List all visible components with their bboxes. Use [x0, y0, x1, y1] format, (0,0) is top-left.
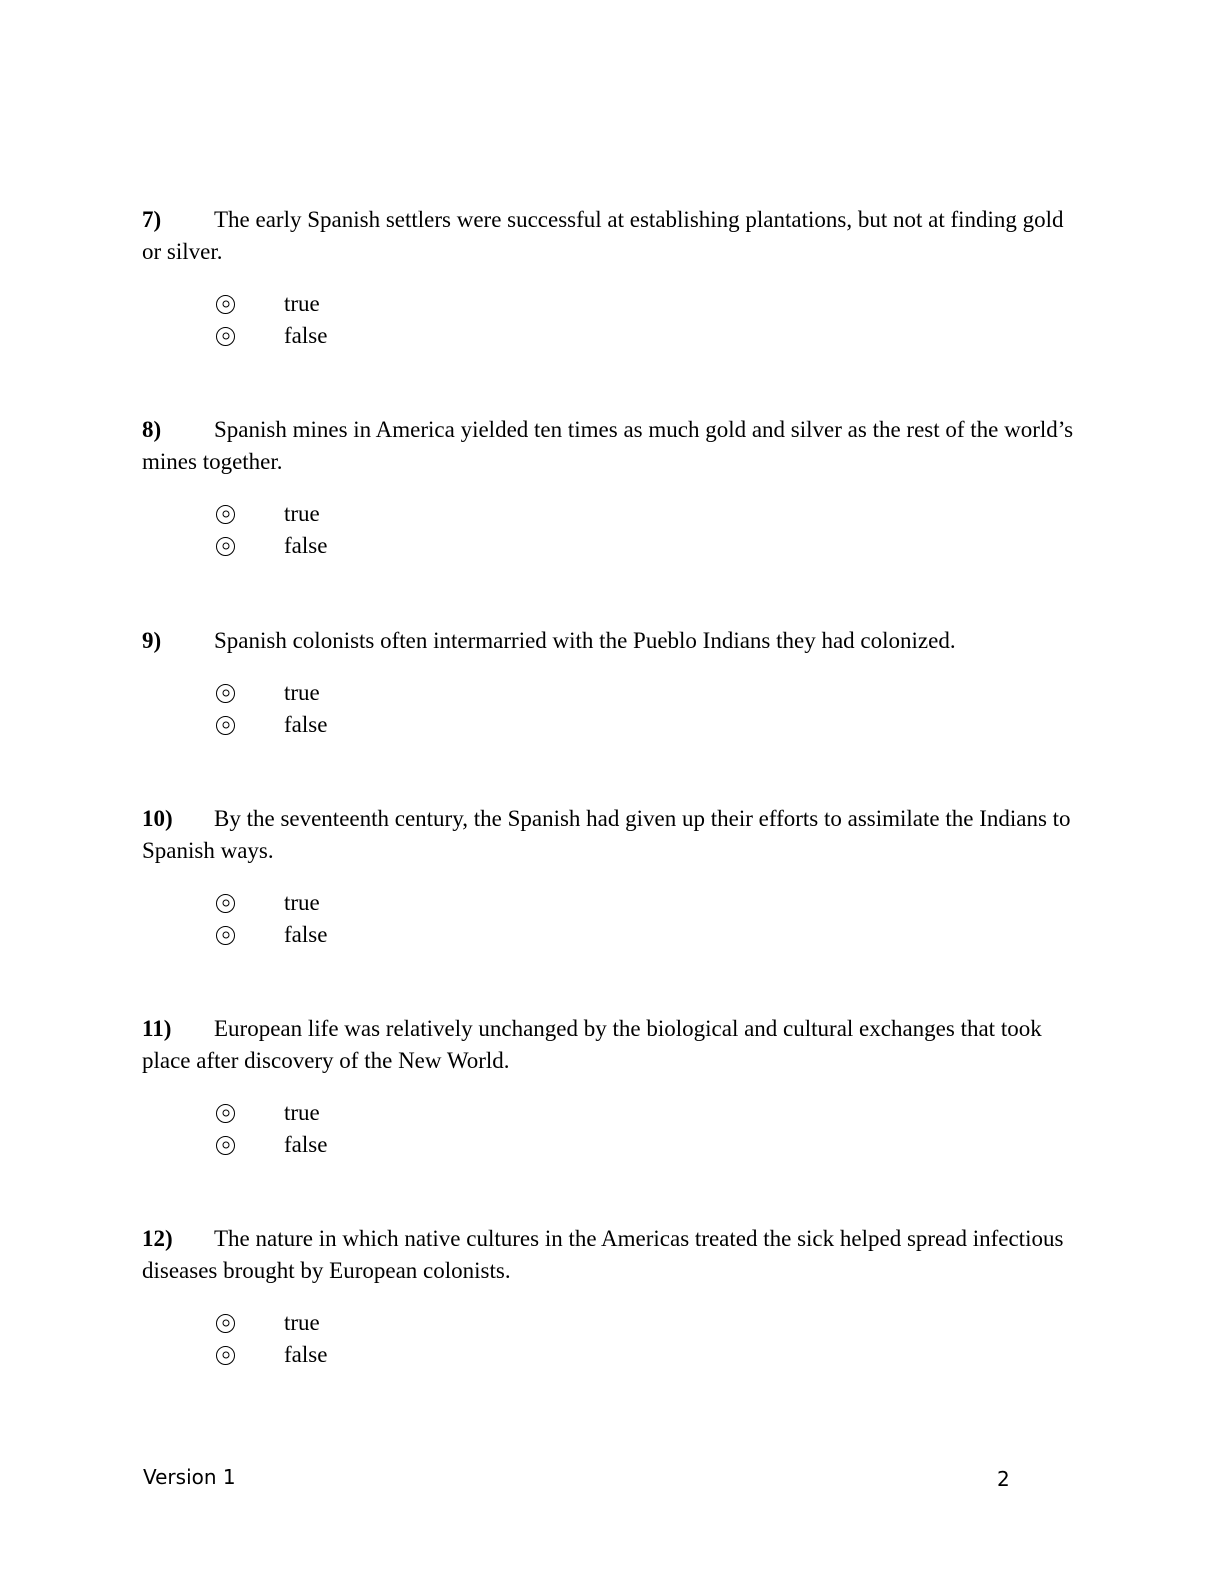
- question-number: 10): [142, 806, 173, 831]
- radio-icon[interactable]: [216, 537, 235, 556]
- option-label: false: [284, 922, 328, 947]
- question-text: [142, 414, 1082, 478]
- question-number: 11): [142, 1016, 172, 1041]
- question-12: [142, 1223, 1082, 1371]
- option-false[interactable]: [214, 919, 1082, 951]
- option-true[interactable]: [214, 887, 1082, 919]
- radio-icon[interactable]: [216, 894, 235, 913]
- footer-version: Version 1: [143, 1465, 236, 1489]
- option-false[interactable]: [214, 709, 1082, 741]
- option-label: true: [284, 1100, 320, 1125]
- option-false[interactable]: [214, 1129, 1082, 1161]
- question-prompt: By the seventeenth century, the Spanish had given up their efforts to assimilate the Indians to Spanish ways.: [142, 806, 1071, 863]
- answer-options: [214, 677, 1082, 741]
- question-prompt: Spanish colonists often intermarried with the Pueblo Indians they had colonized.: [214, 628, 956, 653]
- option-label: false: [284, 712, 328, 737]
- question-text: [142, 625, 1082, 657]
- question-11: [142, 1013, 1082, 1161]
- option-true[interactable]: [214, 288, 1082, 320]
- option-label: true: [284, 890, 320, 915]
- question-text: [142, 1013, 1082, 1077]
- radio-icon[interactable]: [216, 926, 235, 945]
- radio-icon[interactable]: [216, 1346, 235, 1365]
- answer-options: [214, 498, 1082, 562]
- option-false[interactable]: [214, 1339, 1082, 1371]
- radio-icon[interactable]: [216, 1104, 235, 1123]
- question-prompt: The early Spanish settlers were successful at establishing plantations, but not at finding gold or silver.: [142, 207, 1064, 264]
- question-number: 12): [142, 1226, 173, 1251]
- radio-icon[interactable]: [216, 327, 235, 346]
- radio-icon[interactable]: [216, 716, 235, 735]
- option-label: true: [284, 501, 320, 526]
- answer-options: [214, 887, 1082, 951]
- option-true[interactable]: [214, 498, 1082, 530]
- question-text: [142, 803, 1082, 867]
- question-9: [142, 625, 1082, 741]
- question-number: 8): [142, 417, 162, 442]
- question-prompt: Spanish mines in America yielded ten times as much gold and silver as the rest of the world’s mines together.: [142, 417, 1074, 474]
- question-7: [142, 204, 1082, 352]
- option-label: true: [284, 1310, 320, 1335]
- option-true[interactable]: [214, 677, 1082, 709]
- radio-icon[interactable]: [216, 684, 235, 703]
- option-label: false: [284, 1342, 328, 1367]
- answer-options: [214, 288, 1082, 352]
- question-8: [142, 414, 1082, 562]
- answer-options: [214, 1097, 1082, 1161]
- radio-icon[interactable]: [216, 1136, 235, 1155]
- question-prompt: The nature in which native cultures in the Americas treated the sick helped spread infectious diseases brought by European colonists.: [142, 1226, 1064, 1283]
- radio-icon[interactable]: [216, 295, 235, 314]
- question-10: [142, 803, 1082, 951]
- radio-icon[interactable]: [216, 505, 235, 524]
- option-true[interactable]: [214, 1097, 1082, 1129]
- question-number: 9): [142, 628, 162, 653]
- option-true[interactable]: [214, 1307, 1082, 1339]
- answer-options: [214, 1307, 1082, 1371]
- option-label: false: [284, 1132, 328, 1157]
- question-prompt: European life was relatively unchanged by the biological and cultural exchanges that took place after discovery of the New World.: [142, 1016, 1042, 1073]
- option-false[interactable]: [214, 320, 1082, 352]
- option-label: false: [284, 533, 328, 558]
- question-text: [142, 204, 1082, 268]
- option-false[interactable]: [214, 530, 1082, 562]
- question-number: 7): [142, 207, 162, 232]
- footer-page-number: 2: [997, 1467, 1010, 1491]
- option-label: true: [284, 680, 320, 705]
- question-text: [142, 1223, 1082, 1287]
- radio-icon[interactable]: [216, 1314, 235, 1333]
- option-label: false: [284, 323, 328, 348]
- option-label: true: [284, 291, 320, 316]
